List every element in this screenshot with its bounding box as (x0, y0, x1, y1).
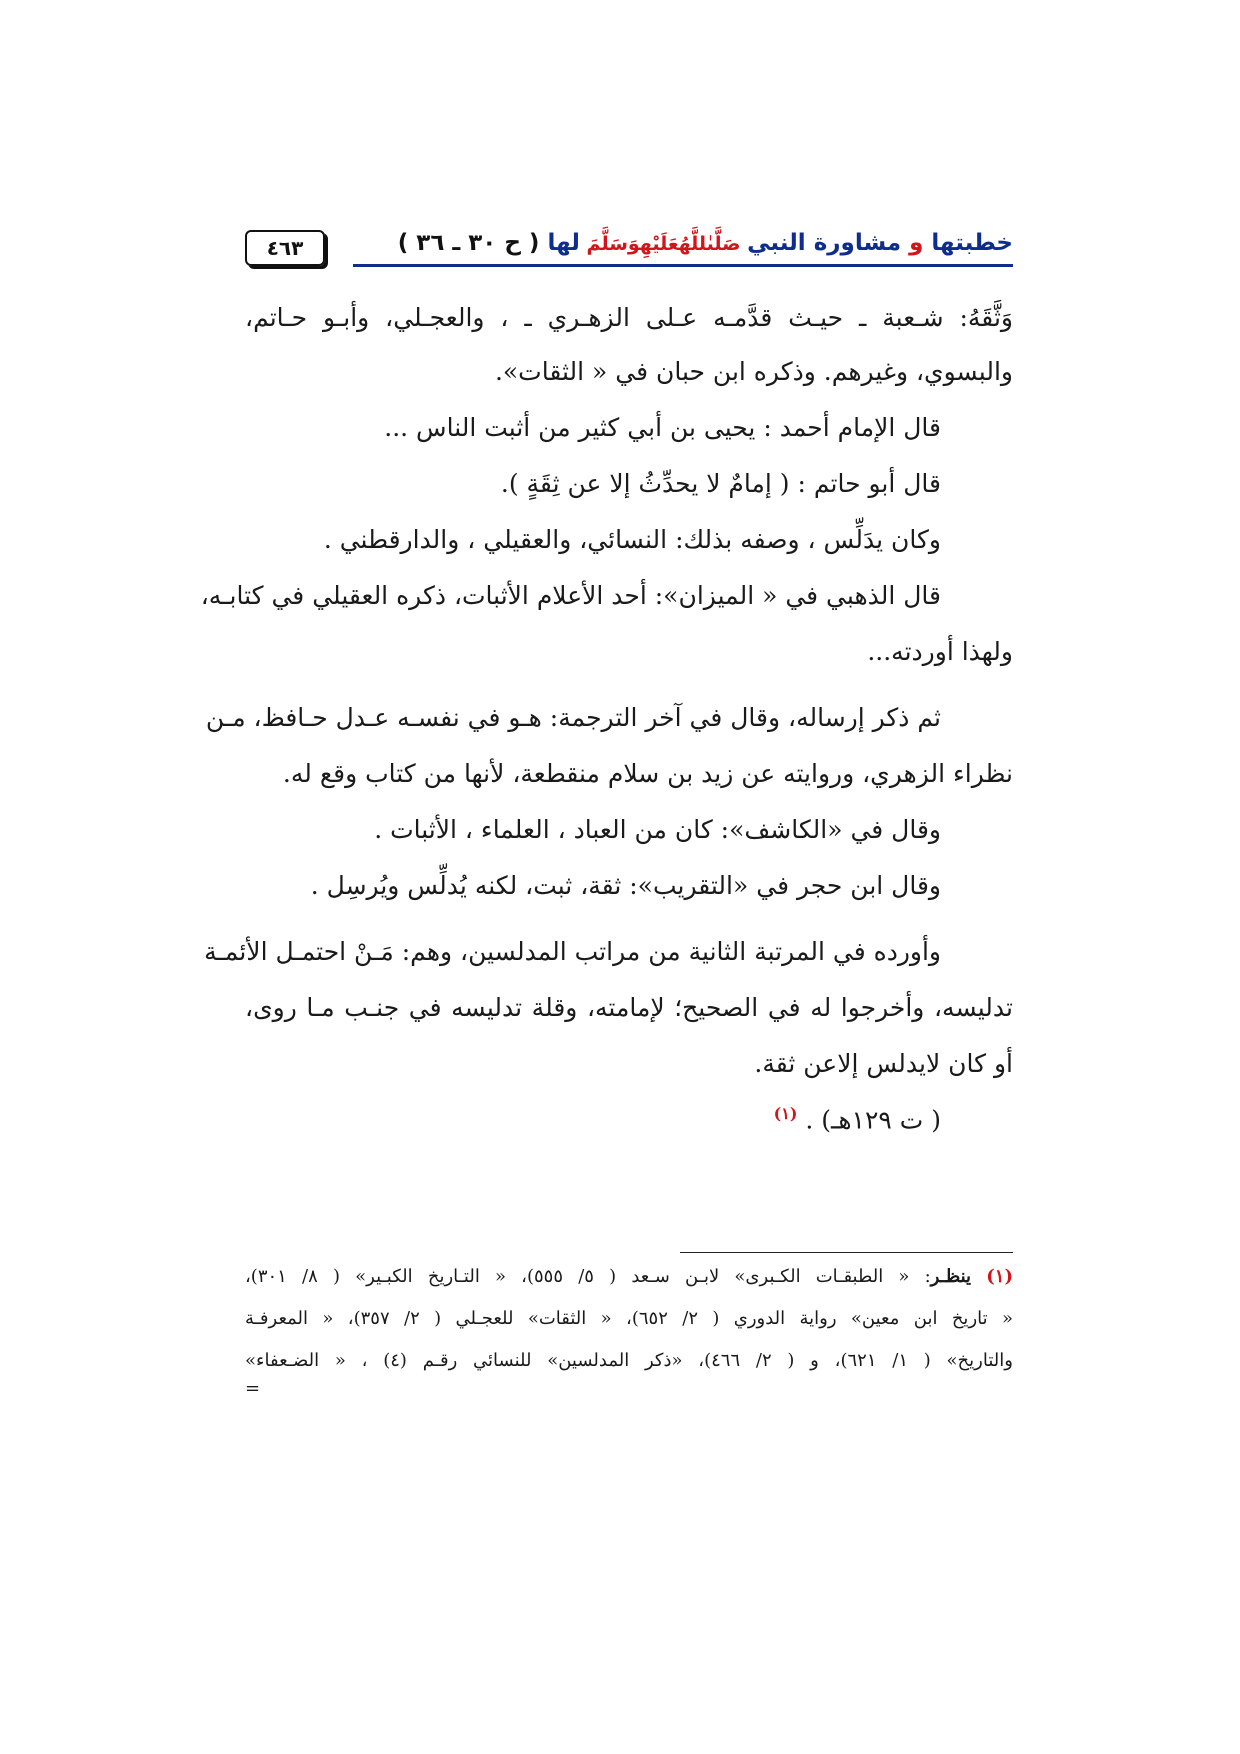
page-header (245, 228, 1013, 278)
text-line: وأورده في المرتبة الثانية من مراتب المدلسين، وهم: مَـنْ احتمـل الأئمـة (204, 937, 941, 966)
honorific-phrase: صَلَّىٰللَّهُعَلَيْهِوَسَلَّمَ (579, 233, 748, 255)
text-line: ثم ذكر إرساله، وقال في آخر الترجمة: هـو في نفسـه عـدل حـافظ، مـن (205, 703, 941, 732)
footnote-separator (680, 1252, 1013, 1253)
footnote-text: : « الطبقـات الكـبرى» لابـن سـعد ( ٥/ ٥٥٥)، « التـاريخ الكبـير» ( ٨/ ٣٠١)، (245, 1266, 931, 1287)
text-line: تدليسه، وأخرجوا له في الصحيح؛ لإمامته، وقلة تدليسه في جنـب مـا روى، (245, 993, 1013, 1022)
text-line-with-note (774, 1094, 941, 1140)
text-line: وقال في «الكاشف»: كان من العباد ، العلماء ، الأثبات . (374, 815, 941, 844)
running-head (398, 230, 1013, 256)
text-line: وقال ابن حجر في «التقريب»: ثقة، ثبت، لكنه يُدلِّس ويُرسِل . (310, 871, 941, 900)
footnote-number: (١) (986, 1266, 1013, 1287)
running-head-conjunction: و (901, 230, 932, 256)
text-line: قال الإمام أحمد : يحيى بن أبي كثير من أثبت الناس ... (384, 413, 941, 442)
footnote-lead: ينظـر (930, 1266, 972, 1287)
text-line: والبسوي، وغيرهم. وذكره ابن حبان في « الثقات». (494, 357, 1013, 386)
footnote-line: « تاريخ ابن معين» رواية الدوري ( ٢/ ٦٥٢)، « الثقات» للعجـلي ( ٢/ ٣٥٧)، « المعرفـة (245, 1308, 1014, 1329)
text-line: أو كان لايدلس إلاعن ثقة. (754, 1049, 1013, 1078)
page-number: ٤٦٣ (266, 236, 304, 260)
footnote-line (245, 1262, 1013, 1292)
footnote-continuation: = (245, 1378, 261, 1399)
text-line: قال الذهبي في « الميزان»: أحد الأعلام الأثبات، ذكره العقيلي في كتابـه، (200, 581, 941, 610)
text-line: نظراء الزهري، وروايته عن زيد بن سلام منقطعة، لأنها من كتاب وقع له. (282, 759, 1013, 788)
header-rule (353, 264, 1013, 267)
death-date: ( ت ١٢٩هـ) . (805, 1105, 941, 1135)
footnote-marker[interactable]: (١) (773, 1104, 798, 1123)
page-number-box (245, 230, 325, 266)
text-line: وكان يدَلِّس ، وصفه بذلك: النسائي، والعقيلي ، والدارقطني . (323, 525, 941, 554)
text-line: وَثَّقَهُ: شـعبة ـ حيـث قدَّمـه عـلى الزهـري ـ ، والعجـلي، وأبـو حـاتم، (245, 303, 1013, 332)
text-line: ولهذا أوردته... (867, 637, 1013, 666)
running-head-part2: مشاورة النبي (747, 230, 902, 256)
text-line: قال أبو حاتم : ( إمامٌ لا يحدِّثُ إلا عن ثِقَةٍ ). (500, 469, 941, 498)
hadith-range: ( ح ٣٠ ـ ٣٦ ) (397, 230, 548, 256)
running-head-part3: لها (547, 230, 580, 256)
footnote-line: والتاريخ» ( ١/ ٦٢١)، و ( ٢/ ٤٦٦)، «ذكر المدلسين» للنسائي رقـم (٤) ، « الضـعفاء» (245, 1350, 1013, 1371)
running-head-part1: خطبتها (931, 230, 1013, 256)
